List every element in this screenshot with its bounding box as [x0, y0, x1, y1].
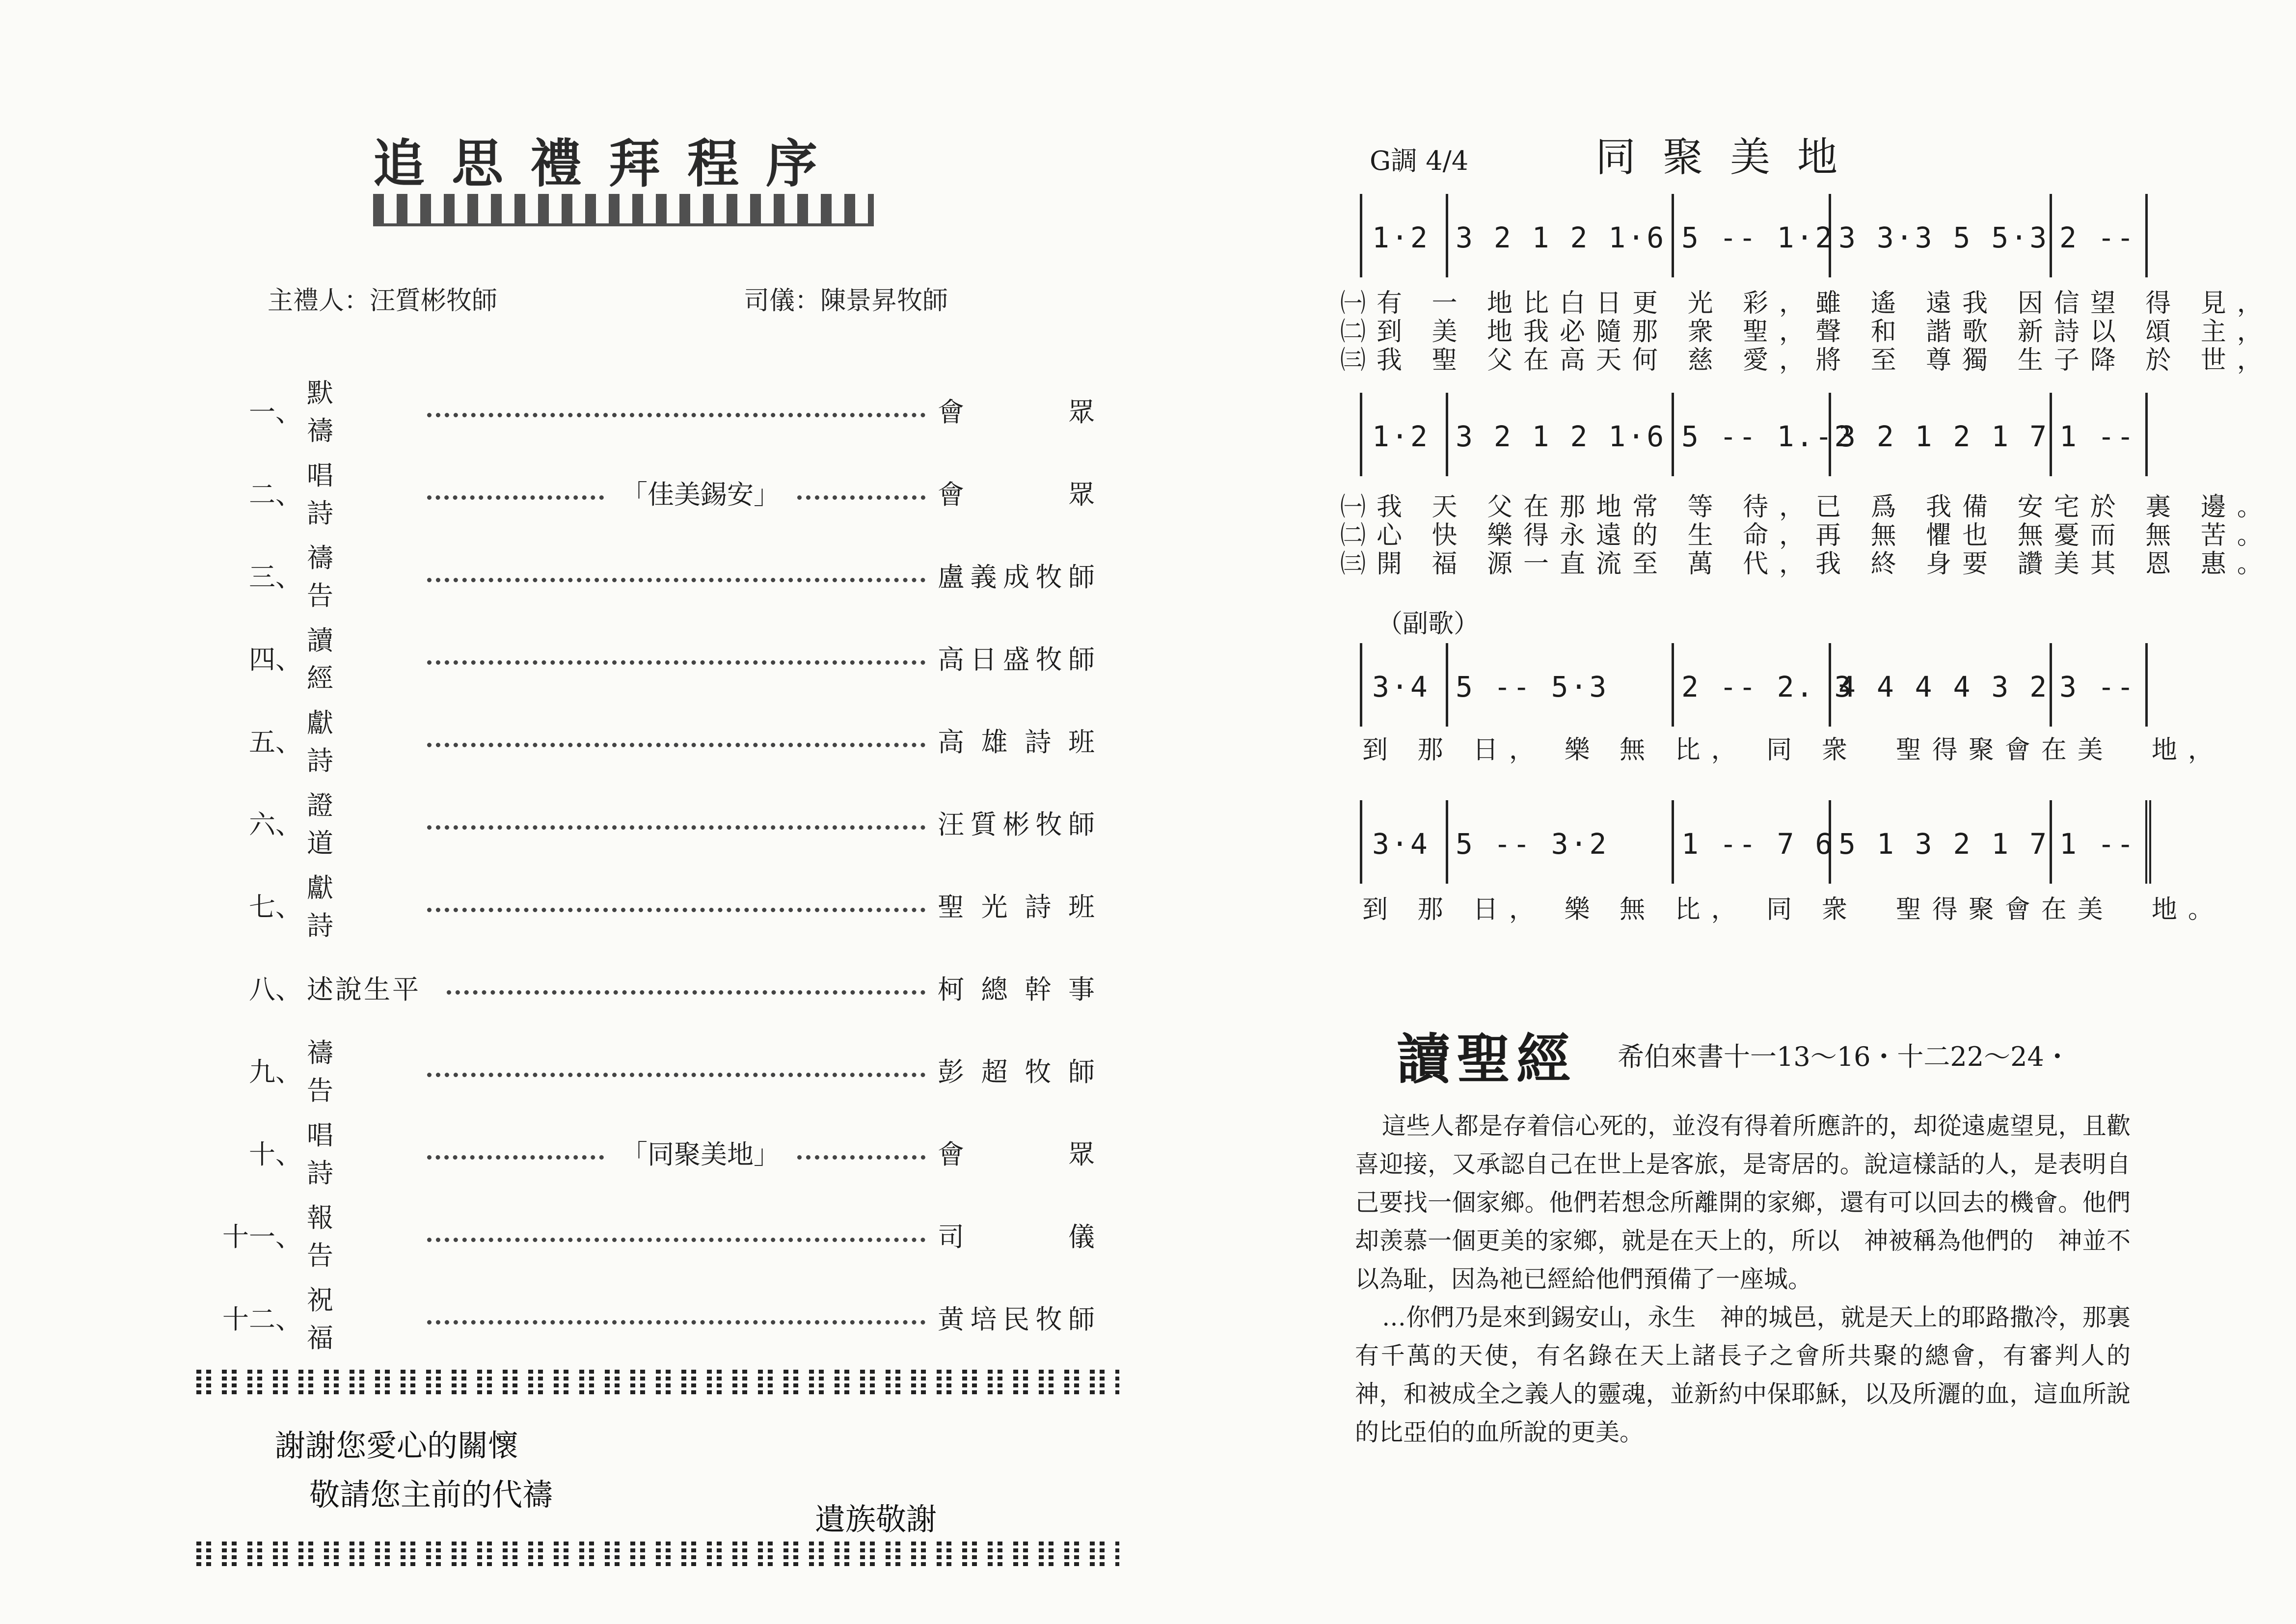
measure-notes: 3 2 1 2 1 7: [1838, 420, 2049, 453]
lyric-line: 到 那 日， 樂 無 比， 同 衆 聖得聚會在美 地，: [1362, 735, 2224, 765]
leader-dots: [427, 1320, 925, 1325]
program-item: 禱告: [307, 1037, 373, 1106]
reading-title: 讀聖經: [1397, 1028, 1576, 1091]
program-number: 八、: [249, 974, 302, 1005]
program-person: 會 眾: [938, 396, 1095, 428]
bar-line: [1446, 800, 1448, 884]
thanks-line-2: 敬請您主前的代禱: [309, 1477, 553, 1513]
program-number: 二、: [249, 479, 302, 510]
measure-notes: 5 -- 3·2: [1456, 827, 1609, 861]
program-person: 會 眾: [938, 479, 1095, 510]
staff-line: [1360, 800, 2145, 884]
leader-dots: [797, 1155, 925, 1160]
border-ornament-bottom: [196, 1539, 1119, 1566]
program-person: 會 眾: [938, 1138, 1095, 1170]
bar-line: [1672, 643, 1674, 727]
staff-line: [1360, 393, 2145, 476]
reading-reference: 希伯來書十一13～16・十二22～24・: [1618, 1041, 2071, 1072]
program-item: 報告: [307, 1202, 373, 1271]
bar-line: [2050, 643, 2052, 727]
lyric-line: ㈠有 一 地比白日更 光 彩，雖 遙 遠我 因信望 得 見，: [1340, 289, 2273, 318]
lyric-line: 到 那 日， 樂 無 比， 同 衆 聖得聚會在美 地。: [1362, 895, 2224, 924]
staff-line: [1360, 194, 2145, 277]
program-person: 高雄詩班: [938, 726, 1095, 758]
leader-dots: [447, 990, 925, 995]
leader-dots: [427, 743, 925, 747]
refrain-label: （副歌）: [1377, 609, 1480, 639]
bar-line: [2145, 800, 2151, 884]
program-number: 一、: [249, 396, 302, 428]
bar-line: [2145, 194, 2148, 277]
program-item: 唱詩: [307, 460, 373, 529]
leader-dots: [427, 413, 925, 417]
program-number: 七、: [249, 891, 302, 922]
measure-notes: 4 4 4 4 3 2: [1838, 670, 2049, 704]
bar-line: [2050, 393, 2052, 476]
measure-notes: 3 --: [2059, 670, 2136, 704]
program-row: [216, 625, 1095, 694]
program-person: 彭超牧師: [938, 1056, 1095, 1087]
program-item: 證道: [307, 790, 373, 859]
program-person: 汪質彬牧師: [938, 809, 1095, 840]
program-row: [216, 460, 1095, 529]
leader-dots: [427, 660, 925, 665]
mc-label: 司儀：陳景昇牧師: [744, 286, 948, 316]
thanks-line-1: 謝謝您愛心的關懷: [275, 1428, 519, 1463]
program-number: 四、: [249, 644, 302, 675]
bar-line: [1672, 800, 1674, 884]
program-row: [216, 1037, 1095, 1106]
program-item: 默禱: [307, 378, 373, 446]
border-ornament-top: [196, 1367, 1119, 1394]
leader-dots: [427, 908, 925, 912]
reading-text: [1355, 1107, 2155, 1452]
program-row: [216, 790, 1095, 859]
program-item: 禱告: [307, 542, 373, 611]
program-number: 五、: [249, 726, 302, 758]
program-row: [216, 542, 1095, 611]
signoff: 遺族敬謝: [815, 1501, 937, 1537]
measure-notes: 3 2 1 2 1·6: [1456, 420, 1666, 453]
bar-line: [2145, 643, 2148, 727]
program-hymn-name: 「同聚美地」: [621, 1138, 780, 1170]
measure-notes: 1·2: [1372, 221, 1430, 254]
lyric-line: ㈠我 天 父在那地常 等 待，已 爲 我備 安宅於 裏 邊。: [1340, 492, 2273, 522]
leader-dots: [427, 495, 604, 500]
leader-dots: [427, 1238, 925, 1242]
hymn-key-signature: G調 4/4: [1370, 145, 1469, 176]
measure-notes: 5 -- 5·3: [1456, 670, 1609, 704]
program-item: 獻詩: [307, 707, 373, 776]
bar-line: [2145, 393, 2148, 476]
measure-notes: 5 -- 1·2: [1681, 221, 1835, 254]
bar-line: [1446, 643, 1448, 727]
program-number: 九、: [249, 1056, 302, 1087]
program-item: 唱詩: [307, 1120, 373, 1189]
program-row: [216, 872, 1095, 941]
title-ornament: [373, 194, 874, 226]
measure-notes: 5 1 3 2 1 7: [1838, 827, 2049, 861]
program-row: [216, 1120, 1095, 1189]
program-row: [216, 707, 1095, 776]
leader-dots: [427, 825, 925, 830]
program-person: 司 儀: [938, 1221, 1095, 1252]
program-item: 獻詩: [307, 872, 373, 941]
measure-notes: 5 -- 1.-2: [1681, 420, 1854, 453]
program-number: 十二、: [222, 1303, 302, 1335]
measure-notes: 1 --: [2059, 420, 2136, 453]
program-number: 三、: [249, 561, 302, 593]
lyric-line: ㈡到 美 地我必隨那 衆 聖，聲 和 諧歌 新詩以 頌 主，: [1340, 317, 2273, 347]
program-row: [216, 965, 1095, 1009]
lyric-line: ㈢開 福 源一直流至 萬 代，我 終 身要 讚美其 恩 惠。: [1340, 549, 2273, 579]
leader-dots: [427, 1073, 925, 1077]
measure-notes: 2 -- 2. 3: [1681, 670, 1854, 704]
measure-notes: 1 --: [2059, 827, 2136, 861]
measure-notes: 1 -- 7 6: [1681, 827, 1835, 861]
lyric-line: ㈡心 快 樂得永遠的 生 命，再 無 懼也 無憂而 無 苦。: [1340, 521, 2273, 550]
program-hymn-name: 「佳美錫安」: [621, 479, 780, 510]
program-person: 高日盛牧師: [938, 644, 1095, 675]
presider-label: 主禮人：汪質彬牧師: [268, 286, 498, 316]
program-person: 黄培民牧師: [938, 1303, 1095, 1335]
reading-paragraph-2: …你們乃是來到錫安山，永生 神的城邑，就是天上的耶路撒冷，那裏有千萬的天使，有名錄在天上諸長子之會所共聚的總會，有審判人的 神，和被成全之義人的靈魂，並新約中保耶穌，以及所灑的血，這血所說的比亞伯的血所說的更美。: [1355, 1303, 2155, 1446]
staff-line: [1360, 643, 2145, 727]
hymn-title: 同聚美地: [1595, 134, 1865, 181]
leader-dots: [427, 578, 925, 582]
program-item: 述說生平: [307, 974, 421, 1005]
lyric-line: ㈢我 聖 父在高天何 慈 愛，將 至 尊獨 生子降 於 世，: [1340, 346, 2273, 375]
measure-notes: 3·4: [1372, 670, 1430, 704]
program-number: 十一、: [222, 1221, 302, 1252]
bar-line: [2050, 800, 2052, 884]
measure-notes: 1·2: [1372, 420, 1430, 453]
program-title: 追思禮拜程序: [373, 133, 845, 194]
measure-notes: 2 --: [2059, 221, 2136, 254]
program-item: 祝福: [307, 1285, 373, 1353]
program-person: 盧義成牧師: [938, 561, 1095, 593]
program-row: [216, 1285, 1095, 1353]
program-item: 讀經: [307, 625, 373, 694]
bar-line: [1446, 194, 1448, 277]
program-person: 聖光詩班: [938, 891, 1095, 922]
bar-line: [1672, 194, 1674, 277]
measure-notes: 3·4: [1372, 827, 1430, 861]
program-row: [216, 378, 1095, 446]
measure-notes: 3 2 1 2 1·6: [1456, 221, 1666, 254]
program-person: 柯總幹事: [938, 974, 1095, 1005]
bar-line: [1446, 393, 1448, 476]
leader-dots: [427, 1155, 604, 1160]
bar-line: [2050, 194, 2052, 277]
leader-dots: [797, 495, 925, 500]
program-row: [216, 1202, 1095, 1271]
bar-line: [1672, 393, 1674, 476]
program-number: 十、: [249, 1138, 302, 1170]
program-number: 六、: [249, 809, 302, 840]
measure-notes: 3 3·3 5 5·3: [1838, 221, 2049, 254]
reading-paragraph-1: 這些人都是存着信心死的，並沒有得着所應許的，却從遠處望見，且歡喜迎接，又承認自己在世上是客旅，是寄居的。說這樣話的人，是表明自己要找一個家鄉。他們若想念所離開的家鄉，還有可以回去的機會。他們却羡慕一個更美的家鄉，就是在天上的，所以 神被稱為他們的 神並不以為耻，因為祂已經給他們預備了一座城。: [1355, 1112, 2131, 1293]
